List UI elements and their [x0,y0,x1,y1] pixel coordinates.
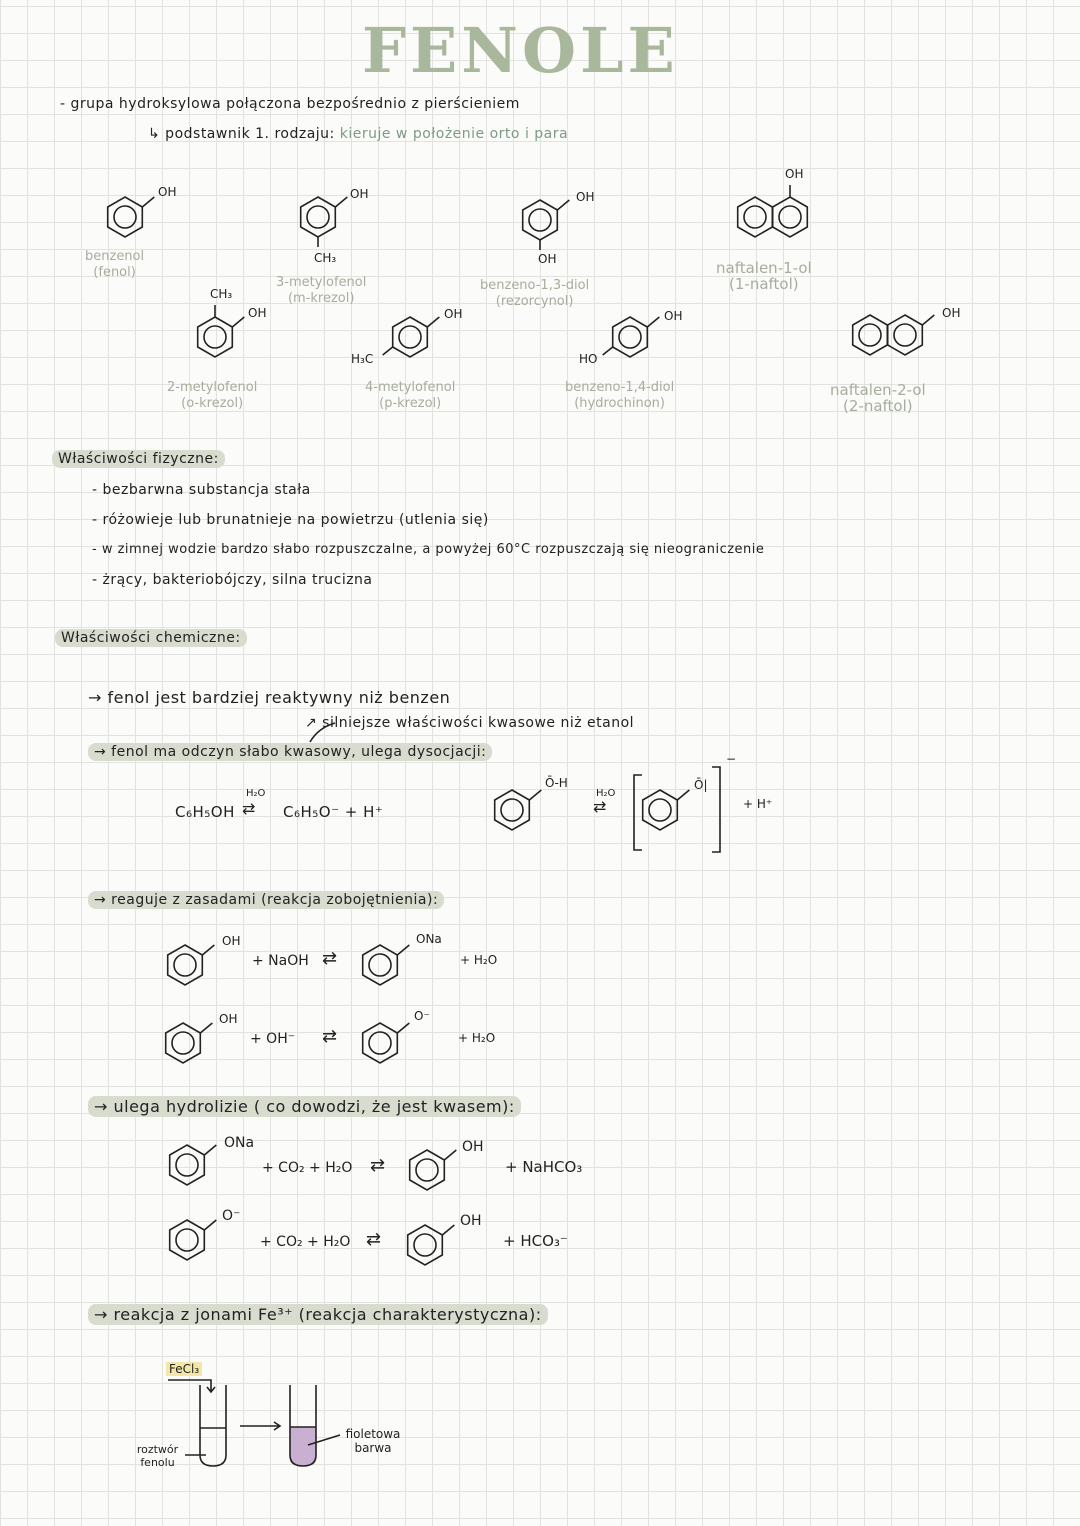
benzene-ring [166,1023,201,1063]
bracket-right [712,767,720,852]
plus-h: + H⁺ [743,797,773,811]
physical-heading: Właściwości fizyczne: [52,450,225,468]
compound-name: naftalen-1-ol [716,259,812,277]
aromatic-circle [619,326,641,348]
benzene-ring [410,1150,445,1190]
group-ona: ONa [224,1135,255,1151]
benzene-ring [363,1023,398,1063]
benzene-ring [168,945,203,985]
benzene-ring [170,1220,205,1260]
reagent: + OH⁻ [250,1031,296,1047]
bond [232,317,244,327]
fecl3-arrow [168,1380,215,1392]
group-o-minus: O⁻ [414,1009,430,1023]
group-h3c: H₃C [351,352,374,366]
group-oh: OH [664,309,683,323]
aromatic-circle [369,954,391,976]
compound-name: naftalen-2-ol [830,381,926,399]
h2o-label: H₂O [596,788,616,799]
aromatic-circle [172,1032,194,1054]
compound-name: benzeno-1,3-diol [480,278,590,293]
bond [383,347,393,355]
group-oh: OH [222,934,241,948]
compound-alt: (fenol) [93,265,136,280]
compound-name: benzeno-1,4-diol [565,380,675,395]
product: + NaHCO₃ [505,1158,583,1176]
physical-item: - w zimnej wodzie bardzo słabo rozpuszczalne, a powyżej 60°C rozpuszczają się nieograniczenie [92,542,765,557]
result-label: fioletowa barwa [345,1427,401,1455]
bond [677,790,689,800]
group-oh: OH [444,307,463,321]
group-oh: OH [248,306,267,320]
aromatic-circle [176,1229,198,1251]
benzene-ring [853,315,888,355]
product: + H₂O [458,1031,496,1045]
aromatic-circle [399,326,421,348]
benzene-ring [888,315,923,355]
compound-alt: (1-naftol) [729,275,799,293]
benzene-ring [408,1225,443,1265]
reagent: + NaOH [252,953,309,969]
group-ona: ONa [416,932,442,946]
aromatic-circle [744,206,766,228]
chemical-heading: Właściwości chemiczne: [55,629,247,647]
group-oh: OH [576,190,595,204]
solution-label: roztwór fenolu [136,1443,179,1469]
benzene-ring [198,317,233,357]
aromatic-circle [307,206,329,228]
aromatic-circle [416,1159,438,1181]
compound-name: 2-metylofenol [167,380,258,395]
chemical-point: → reaguje z zasadami (reakcja zobojętnienia): [88,891,444,909]
group-oh: OH [350,187,369,201]
bond [335,197,347,207]
benzene-ring [523,200,558,240]
group-oh: OH [460,1213,482,1229]
equilibrium-arrow: ⇄ [242,799,256,818]
equilibrium-arrow: ⇄ [593,797,607,816]
bond [202,945,214,955]
group-o-minus: O⁻ [222,1208,241,1224]
bond [603,347,613,355]
group-ho: HO [579,352,598,366]
compound-alt: (2-naftol) [843,397,913,415]
bond [200,1023,212,1033]
compound-alt: (m-krezol) [287,291,355,306]
aromatic-circle [114,206,136,228]
aromatic-circle [174,954,196,976]
benzene-ring [363,945,398,985]
bond [427,317,439,327]
violet-solution [290,1427,316,1466]
intro-line: - grupa hydroksylowa połączona bezpośrednio z pierścieniem [60,96,520,112]
bond [397,945,409,955]
equilibrium-arrow: ⇄ [322,1026,338,1047]
compound-name: benzenol [85,249,145,264]
aromatic-circle [649,799,671,821]
bond [444,1150,456,1160]
physical-item: - różowieje lub brunatnieje na powietrzu (utlenia się) [92,512,489,528]
reagent: + CO₂ + H₂O [262,1160,353,1176]
benzene-ring [495,790,530,830]
compound-alt: (o-krezol) [181,396,244,411]
bond [142,197,154,207]
chemical-point: → reakcja z jonami Fe³⁺ (reakcja charakterystyczna): [88,1304,548,1325]
group-ch3: CH₃ [210,287,233,301]
benzene-ring [301,197,336,237]
physical-item: - bezbarwna substancja stała [92,482,311,498]
note-arrow [310,723,335,742]
benzene-ring [393,317,428,357]
physical-item: - żrący, bakteriobójczy, silna trucizna [92,572,373,588]
product: + HCO₃⁻ [503,1232,568,1250]
compound-alt: (p-krezol) [379,396,442,411]
group-ch3: CH₃ [314,251,337,265]
compound-name: 4-metylofenol [365,380,456,395]
group-o-ion: Ō| [694,778,708,792]
aromatic-circle [176,1154,198,1176]
aromatic-circle [894,324,916,346]
equation-right: C₆H₅O⁻ + H⁺ [283,803,384,821]
aromatic-circle [369,1032,391,1054]
group-o-h: Ō-H [545,776,568,790]
bond [922,315,934,325]
bracket-left [634,775,642,850]
benzene-ring [108,197,143,237]
reaction-arrow [240,1422,280,1430]
compound-name: 3-metylofenol [276,275,367,290]
orientation-note: kieruje w położenie orto i para [339,126,569,142]
aromatic-circle [204,326,226,348]
group-oh: OH [785,167,804,181]
chemical-point: → fenol jest bardziej reaktywny niż benzen [88,688,451,707]
bond [557,200,569,210]
aromatic-circle [859,324,881,346]
benzene-ring [738,197,773,237]
group-oh: OH [538,252,557,266]
group-oh: OH [462,1139,484,1155]
equation-left: C₆H₅OH [175,803,235,821]
fecl3-label: FeCl₃ [166,1362,202,1376]
page-title: FENOLE [362,14,679,87]
benzene-ring [613,317,648,357]
benzene-ring [643,790,678,830]
h2o-label: H₂O [246,788,266,799]
compound-alt: (rezorcynol) [495,294,574,309]
benzene-ring [773,197,808,237]
group-oh: OH [158,185,177,199]
chemical-point: → ulega hydrolizie ( co dowodzi, że jest kwasem): [88,1096,521,1117]
equilibrium-arrow: ⇄ [366,1229,382,1250]
compound-alt: (hydrochinon) [574,396,665,411]
aromatic-circle [501,799,523,821]
chemical-point: → fenol ma odczyn słabo kwasowy, ulega dysocjacji: [88,743,492,761]
chemical-note: ↗ silniejsze właściwości kwasowe niż etanol [305,715,635,731]
bond [204,1145,216,1155]
benzene-ring [170,1145,205,1185]
bond [529,790,541,800]
aromatic-circle [779,206,801,228]
bond [397,1023,409,1033]
aromatic-circle [529,209,551,231]
test-tube-before [200,1385,226,1466]
group-oh: OH [219,1012,238,1026]
group-oh: OH [942,306,961,320]
product: + H₂O [460,953,498,967]
reagent: + CO₂ + H₂O [260,1234,351,1250]
substituent-label: ↳ podstawnik 1. rodzaju: [148,126,335,142]
bond [647,317,659,327]
ion-charge: − [726,752,737,766]
bond [204,1220,216,1230]
equilibrium-arrow: ⇄ [370,1155,386,1176]
equilibrium-arrow: ⇄ [322,948,338,969]
aromatic-circle [414,1234,436,1256]
bond [442,1225,454,1235]
